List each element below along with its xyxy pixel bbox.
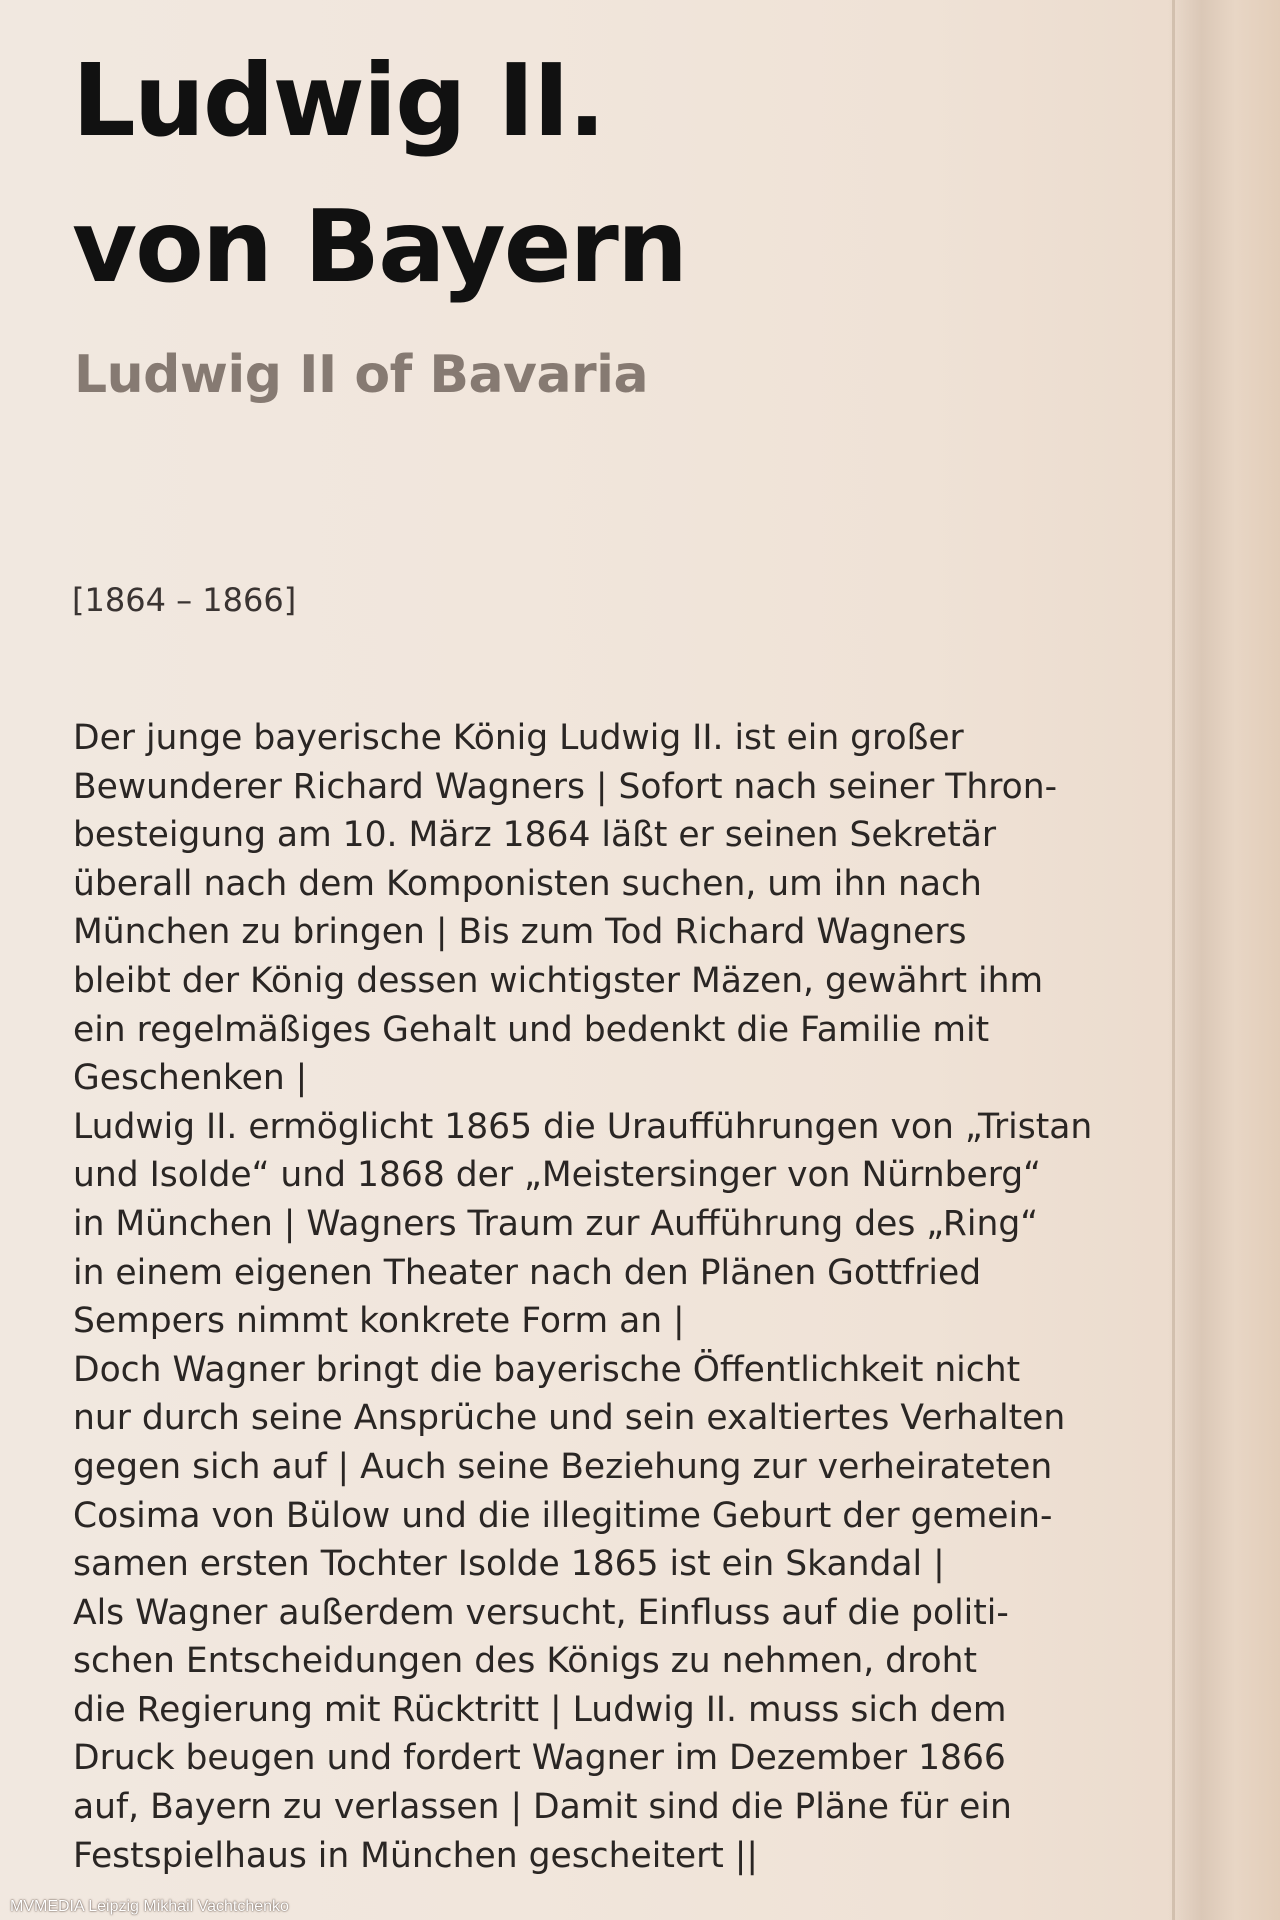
title-line-1: Ludwig II.: [72, 42, 604, 159]
body-line: Bewunderer Richard Wagners | Sofort nach seiner Thron-: [73, 766, 1058, 807]
photo-watermark: MVMEDIA Leipzig Mikhail Vachtchenko: [10, 1898, 289, 1915]
body-line: samen ersten Tochter Isolde 1865 ist ein Skandal |: [73, 1544, 945, 1585]
body-line: Doch Wagner bringt die bayerische Öffentlichkeit nicht: [73, 1349, 1021, 1390]
body-line: ein regelmäßiges Gehalt und bedenkt die Familie mit: [73, 1009, 990, 1050]
body-line: in München | Wagners Traum zur Aufführung des „Ring“: [73, 1203, 1039, 1244]
panel-edge-shadow: [1168, 0, 1280, 1920]
body-line: Geschenken |: [73, 1058, 308, 1099]
body-line: bleibt der König dessen wichtigster Mäzen, gewährt ihm: [73, 960, 1044, 1001]
body-line: die Regierung mit Rücktritt | Ludwig II. muss sich dem: [73, 1689, 1007, 1730]
body-line: nur durch seine Ansprüche und sein exaltiertes Verhalten: [73, 1398, 1066, 1439]
body-line: Cosima von Bülow und die illegitime Geburt der gemein-: [73, 1495, 1053, 1536]
body-line: Druck beugen und fordert Wagner im Dezember 1866: [73, 1738, 1006, 1779]
body-line: Als Wagner außerdem versucht, Einfluss auf die politi-: [73, 1592, 1009, 1633]
body-line: Ludwig II. ermöglicht 1865 die Uraufführungen von „Tristan: [73, 1106, 1093, 1147]
body-line: Sempers nimmt konkrete Form an |: [73, 1301, 685, 1342]
body-line: besteigung am 10. März 1864 läßt er seinen Sekretär: [73, 815, 997, 856]
body-line: Festspielhaus in München gescheitert ||: [73, 1835, 758, 1876]
body-line: überall nach dem Komponisten suchen, um ihn nach: [73, 863, 982, 904]
body-line: gegen sich auf | Auch seine Beziehung zur verheirateten: [73, 1446, 1053, 1487]
body-line: und Isolde“ und 1868 der „Meistersinger von Nürnberg“: [73, 1155, 1042, 1196]
sign-body-text: [73, 714, 1163, 1880]
sign-subtitle: Ludwig II of Bavaria: [74, 345, 649, 405]
body-line: auf, Bayern zu verlassen | Damit sind die Pläne für ein: [73, 1787, 1012, 1828]
date-range: [1864 – 1866]: [72, 581, 297, 619]
body-line: schen Entscheidungen des Königs zu nehmen, droht: [73, 1641, 977, 1682]
sign-title: [72, 28, 686, 320]
title-line-2: von Bayern: [72, 188, 687, 305]
body-line: Der junge bayerische König Ludwig II. ist ein großer: [73, 718, 964, 758]
body-line: in einem eigenen Theater nach den Plänen Gottfried: [73, 1252, 982, 1293]
panel-edge-line: [1172, 0, 1175, 1920]
body-line: München zu bringen | Bis zum Tod Richard Wagners: [73, 912, 967, 953]
